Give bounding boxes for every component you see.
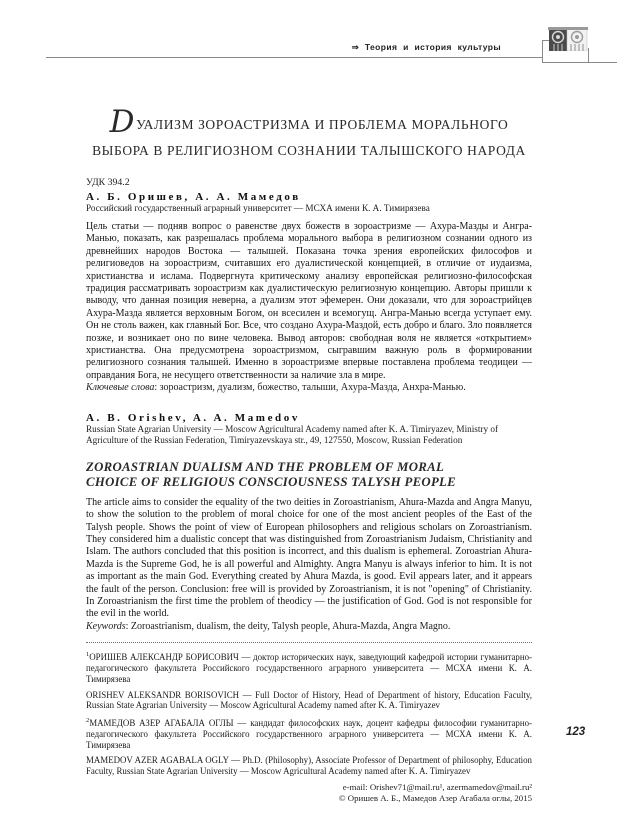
affiliation-ru: Российский государственный аграрный университет — МСХА имени К. А. Тимирязева — [86, 203, 430, 213]
title-en-line-1: ZOROASTRIAN DUALISM AND THE PROBLEM OF MORAL — [86, 459, 445, 474]
udc-code: УДК 394.2 — [86, 177, 130, 188]
article-title-ru — [86, 104, 532, 164]
footnote-orishev-ru: $^1$ОРИШЕВ АЛЕКСАНДР БОРИСОВИЧ — доктор исторических наук, заведующий кафедрой истории гуманитарно-педагогического факультета Российского государственного аграрного университета — МСХА имени К. А. Тимирязева — [86, 651, 532, 684]
keywords-en-text: : Zoroastrianism, dualism, the deity, Talysh people, Ahura-Mazda, Angra Magno. — [125, 620, 451, 632]
keywords-ru-text: : зороастризм, дуализм, божество, талыши, Ахура-Мазда, Анхра-Манью. — [154, 382, 466, 394]
footnote-separator — [86, 642, 532, 643]
authors-ru: А. Б. Оришев, А. А. Мамедов — [86, 191, 301, 203]
column-capital-icon — [548, 27, 588, 51]
footnote-marker: 1 — [86, 651, 90, 659]
article-title-en — [86, 460, 532, 491]
keywords-ru-label: Ключевые слова — [86, 382, 155, 394]
section-running-head: ⇒ Теория и история культуры — [351, 42, 501, 52]
copyright-line: © Оришев А. Б., Мамедов Азер Агабала оглы, 2015 — [338, 793, 532, 804]
footnote-orishev-en: ORISHEV ALEKSANDR BORISOVICH — Full Doctor of History, Head of Department of history, Education Faculty, Russian State Agrarian University — Moscow Agricultural Academy named after K. A. Timiryazev — [86, 689, 532, 711]
keywords-ru — [86, 382, 532, 394]
abstract-en: The article aims to consider the equality of the two deities in Zoroastrianism, Ahura-Mazda and Angra Manyu, to show the solution to the problem of moral choice for one of the most ancient peoples of the East of the Talysh people. Shows the point of view of European philosophers and religious scholars on Zoroastrianism. They considered him a dualistic concept that was distinguished from Zoroastrianism Judaism, Christianity and Islam. The authors concluded that this position is incorrect, and this dualism is ephemeral. Zoroastrian Ahura-Mazda is the Supreme God, he is all powerful and Almighty. Angra Manyu is always inferior to him. It is not as important as the main God. Everything created by Ahura Mazda, is good. Evil appears later, and it appears the fault of the person. Conclusion: free will is provided by Zoroastrianism, it is not "opening" of Christianity. In Zoroastrianism the first time the problem of theodicy — the justification of God. God is not responsible for the evil in the world. — [86, 496, 532, 620]
keywords-en-label: Keywords — [86, 620, 126, 632]
footnote-mamedov-ru: $^2$МАМЕДОВ АЗЕР АГАБАЛА ОГЛЫ — кандидат философских наук, доцент кафедры философии гуманитарно-педагогического факультета Российского государственного аграрного университета — МСХА имени К. А. Тимирязева — [86, 717, 532, 750]
footnote-mamedov-en: MAMEDOV AZER AGABALA OGLY — Ph.D. (Philosophy), Associate Professor of Department of philosophy, Education Faculty, Russian State Agrarian University — Moscow Agricultural Academy named after K. A. Timiryazev — [86, 755, 532, 777]
email-line: e-mail: Orishev71@mail.ru¹, azermamedov@mail.ru² — [342, 782, 532, 793]
abstract-ru: Цель статьи — подняв вопрос о равенстве двух божеств в зороастризме — Ахура-Мазды и Ангра-Манью, показать, как разрешалась проблема морального выбора в религиозном сознании одного из древнейших народов Востока — талышей. Показана точка зрения европейских философов и религиоведов на зороастризм, считавших его дуалистической концепцией, в отличие от иудаизма, христианства и ислама. Подвергнута критическому анализу европейская религиозно-философская традиция рассматривать зороастризм как дуалистическую религиозную концепцию. Авторы пришли к выводу, что данная позиция неверна, а дуализм этот эфемерен. Они доказали, что для зороастрийцев Ахура-Мазда является верховным Богом, он всесилен и всемогущ. Ангра-Манью всегда уступает ему. Он не столь важен, как главный Бог. Все, что создано Ахура-Маздой, есть добро и благо. Зло появляется позже, и возникает оно по вине человека. Вывод авторов: свободная воля не является «открытием» христианства. Она предусмотрена зороастризмом, сыгравшим важную роль в формировании религиозного сознания талышей. Именно в зороастризме впервые поставлена проблема теодицеи — оправдания Бога, не несущего ответственности за наличие зла в мире. — [86, 221, 532, 381]
title-line-2: ВЫБОРА В РЕЛИГИОЗНОМ СОЗНАНИИ ТАЛЫШСКОГО НАРОДА — [92, 143, 526, 158]
footnote-marker: 2 — [86, 717, 90, 725]
footnotes — [86, 650, 532, 777]
title-en-line-2: CHOICE OF RELIGIOUS CONSCIOUSNESS TALYSH PEOPLE — [86, 475, 457, 490]
english-block — [86, 412, 532, 633]
header-rule — [0, 0, 617, 70]
authors-en: A. B. Orishev, A. A. Mamedov — [86, 411, 300, 424]
page-number: 123 — [566, 726, 586, 738]
title-line-1: DУАЛИЗМ ЗОРОАСТРИЗМА И ПРОБЛЕМА МОРАЛЬНОГО — [109, 104, 509, 140]
keywords-en — [86, 621, 532, 633]
affiliation-en: Russian State Agrarian University — Moscow Agricultural Academy named after K. A. Timiryazev, Ministry of Agriculture of the Russian Federation, Timiryazevskaya str., 49, 127550, Moscow, Russian Federation — [86, 423, 499, 445]
title-drop-cap: D — [109, 104, 136, 140]
article-body — [86, 104, 532, 804]
